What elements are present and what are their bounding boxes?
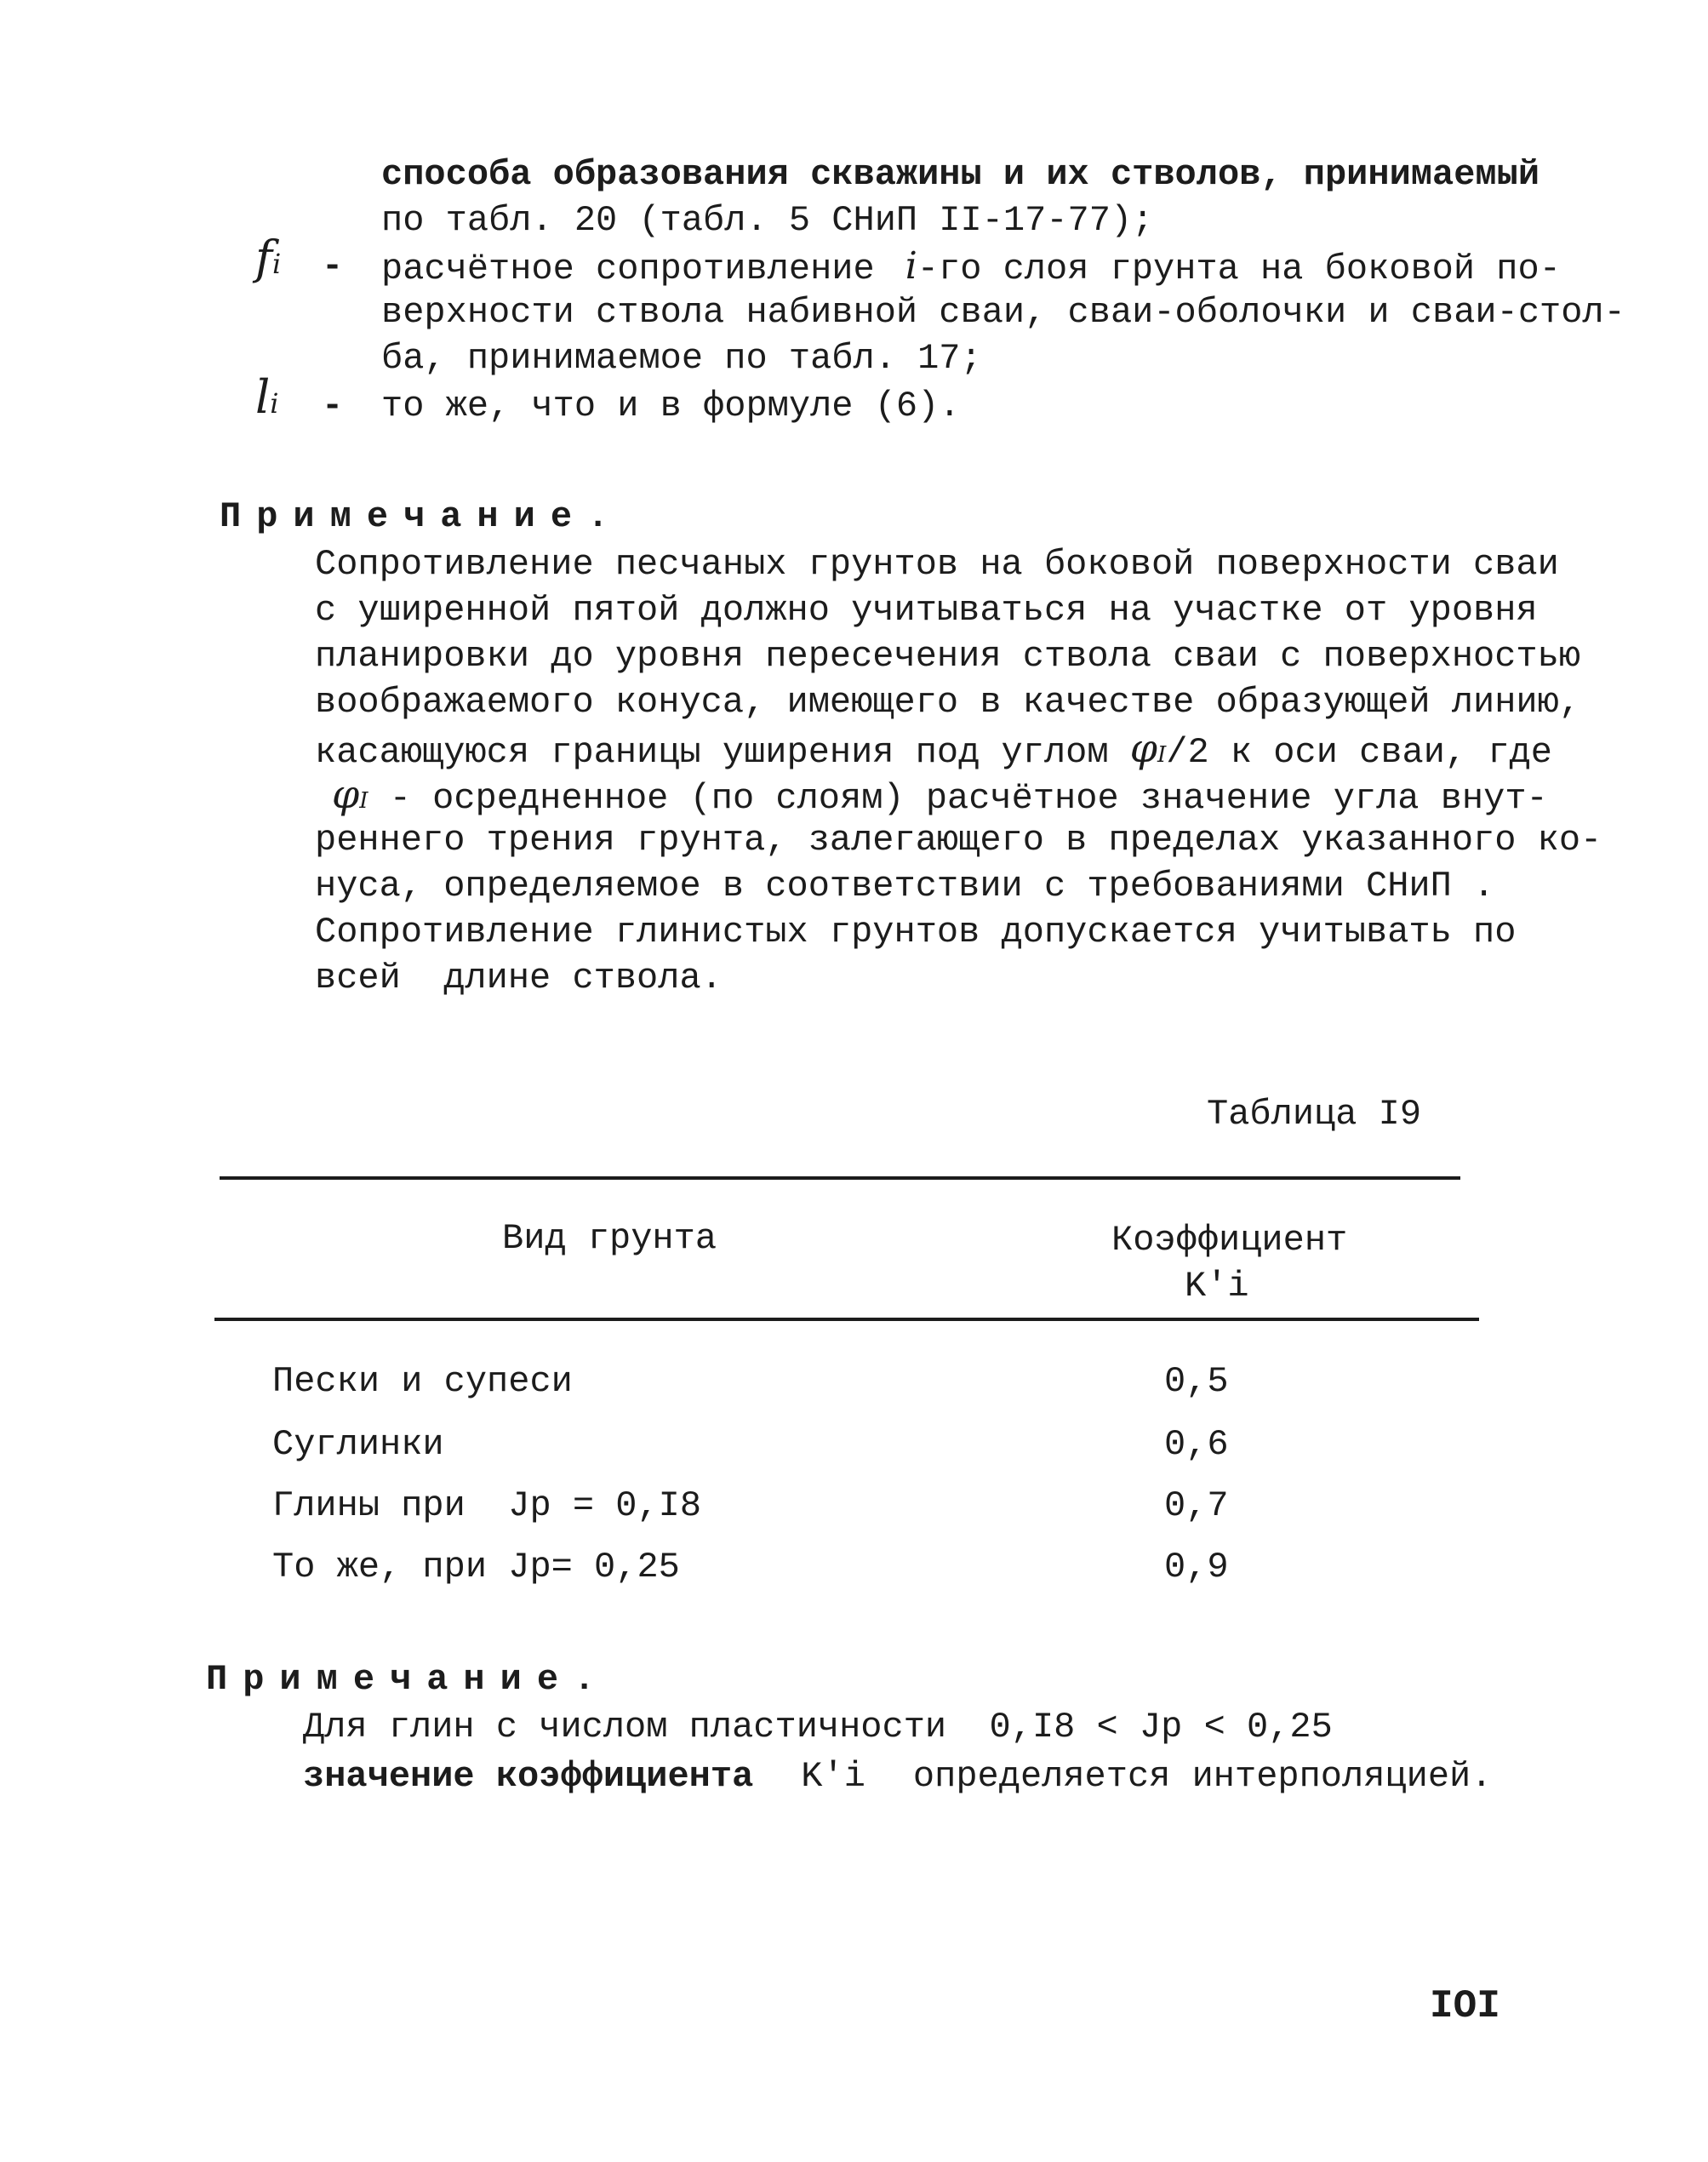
text-line: Для глин с числом пластичности 0,I8 < Jp < 0,25 bbox=[303, 1707, 1333, 1747]
symbol-f-letter: f bbox=[255, 231, 272, 284]
text-line: планировки до уровня пересечения ствола сваи с поверхностью bbox=[315, 636, 1581, 677]
table-header-coef: Коэффициент bbox=[1111, 1220, 1348, 1261]
text-line: по табл. 20 (табл. 5 СНиП II-17-77); bbox=[381, 200, 1154, 241]
definition-dash: - bbox=[322, 386, 344, 426]
table-cell-k: 0,6 bbox=[1164, 1424, 1229, 1465]
text-line: всей длине ствола. bbox=[315, 958, 723, 998]
text-line bbox=[303, 1753, 1492, 1799]
text-fragment: - осредненное (по слоям) расчётное значение угла внут- bbox=[389, 778, 1548, 819]
text-fragment: -го слоя грунта на боковой по- bbox=[917, 249, 1561, 289]
text-line bbox=[315, 725, 1552, 778]
definition-fi bbox=[381, 243, 1561, 292]
text-fragment: /2 к оси сваи, где bbox=[1166, 732, 1552, 773]
text-line: реннего трения грунта, залегающего в пределах указанного ко- bbox=[315, 820, 1602, 861]
symbol-subscript: i bbox=[272, 248, 282, 280]
symbol-l-letter: l bbox=[255, 370, 271, 424]
text-fragment: касающуюся границы уширения под углом bbox=[315, 732, 1109, 773]
definition-li: то же, что и в формуле (6). bbox=[381, 386, 961, 426]
table-header-rule bbox=[214, 1318, 1479, 1321]
phi-letter: φ bbox=[1129, 725, 1157, 771]
text-line: способа образования скважины и их стволов, принимаемый bbox=[381, 154, 1540, 195]
note-heading: Примечание. bbox=[220, 496, 625, 537]
text-line: верхности ствола набивной сваи, сваи-оболочки и сваи-стол- bbox=[381, 292, 1625, 333]
phi-subscript: I bbox=[1157, 742, 1167, 768]
text-line: воображаемого конуса, имеющего в качестве образующей линию, bbox=[315, 682, 1581, 723]
table-top-rule bbox=[220, 1176, 1460, 1180]
text-line: Сопротивление глинистых грунтов допускается учитывать по bbox=[315, 912, 1517, 952]
table-cell-soil: Суглинки bbox=[272, 1424, 444, 1465]
k-symbol: K'i bbox=[801, 1756, 865, 1797]
symbol-f bbox=[255, 231, 282, 287]
symbol-i: i bbox=[905, 244, 917, 288]
table-caption: Таблица I9 bbox=[1207, 1094, 1422, 1135]
table-cell-k: 0,9 bbox=[1164, 1547, 1229, 1587]
table-cell-k: 0,5 bbox=[1164, 1361, 1229, 1402]
definition-dash: - bbox=[322, 246, 344, 287]
table-cell-k: 0,7 bbox=[1164, 1485, 1229, 1526]
phi-letter: φ bbox=[332, 771, 360, 817]
page-number: IOI bbox=[1430, 1984, 1500, 2028]
text-fragment: определяется интерполяцией. bbox=[912, 1756, 1493, 1797]
phi-symbol bbox=[1130, 725, 1167, 771]
text-fragment: расчётное сопротивление bbox=[381, 249, 875, 289]
text-line: нуса, определяемое в соответствии с требованиями СНиП . bbox=[315, 866, 1495, 907]
phi-symbol bbox=[332, 771, 368, 817]
table-header-soil: Вид грунта bbox=[502, 1218, 717, 1259]
text-line: с уширенной пятой должно учитываться на участке от уровня bbox=[315, 590, 1538, 631]
table-cell-soil: Пески и супеси bbox=[272, 1361, 573, 1402]
symbol-l bbox=[255, 370, 279, 426]
phi-subscript: I bbox=[359, 788, 368, 814]
table-cell-soil: То же, при Jp= 0,25 bbox=[272, 1547, 680, 1587]
symbol-subscript: i bbox=[270, 387, 279, 420]
text-line bbox=[332, 771, 1548, 824]
text-line: ба, принимаемое по табл. 17; bbox=[381, 338, 982, 379]
text-line: Сопротивление песчаных грунтов на боковой поверхности сваи bbox=[315, 544, 1559, 585]
note-heading: Примечание. bbox=[206, 1659, 611, 1700]
text-fragment: значение коэффициента bbox=[303, 1756, 754, 1797]
table-header-coef-symbol: K'i bbox=[1185, 1266, 1249, 1307]
table-cell-soil: Глины при Jp = 0,I8 bbox=[272, 1485, 702, 1526]
